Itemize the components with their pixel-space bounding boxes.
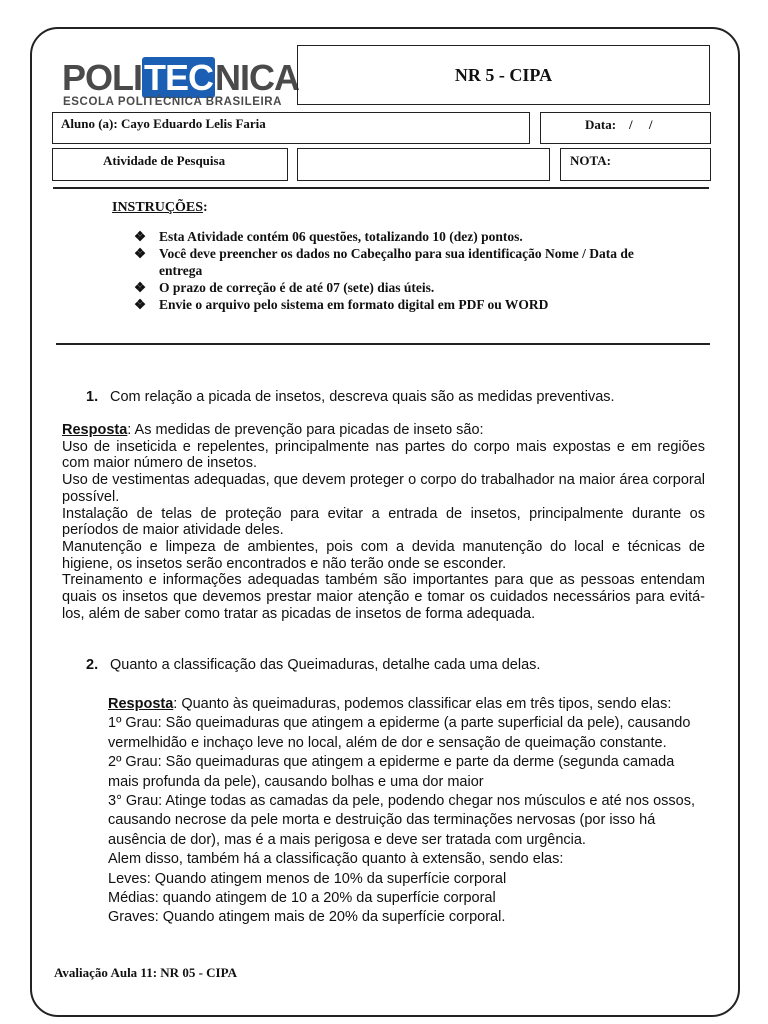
answer-line: 1º Grau: São queimaduras que atingem a epiderme (a parte superficial da pele), causando vermelhidão e inchaço leve no local, além de dor e sensação de queimação constante. <box>108 715 691 751</box>
instructions-divider <box>56 343 710 345</box>
diamond-bullet-icon: ❖ <box>134 246 147 261</box>
question-text: Com relação a picada de insetos, descreva quais são as medidas preventivas. <box>110 389 615 405</box>
header-divider <box>53 187 709 189</box>
instruction-item: ❖ Esta Atividade contém 06 questões, totalizando 10 (dez) pontos. <box>134 229 523 244</box>
diamond-bullet-icon: ❖ <box>134 297 147 312</box>
question-text: Quanto a classificação das Queimaduras, detalhe cada uma delas. <box>110 657 541 673</box>
answer-line: Leves: Quando atingem menos de 10% da superfície corporal <box>108 870 507 887</box>
activity-type-field: Atividade de Pesquisa <box>52 148 288 181</box>
diamond-bullet-icon: ❖ <box>134 229 147 244</box>
instruction-item: ❖ Você deve preencher os dados no Cabeçalho para sua identificação Nome / Data de entrega <box>134 246 634 278</box>
answer-line: Uso de inseticida e repelentes, principalmente nas partes do corpo mais expostas e em regiões com maior número de insetos. <box>62 438 705 472</box>
instructions-title: INSTRUÇÕES: <box>112 200 208 215</box>
student-name-field: Aluno (a): Cayo Eduardo Lelis Faria <box>52 112 530 144</box>
instruction-item: ❖ O prazo de correção é de até 07 (sete) dias úteis. <box>134 280 435 295</box>
blank-field <box>297 148 550 181</box>
answer-line: Alem disso, também há a classificação quanto à extensão, sendo elas: <box>108 851 564 868</box>
answer-line: Instalação de telas de proteção para evitar a entrada de insetos, principalmente durante os períodos de maior atividade deles. <box>62 505 705 539</box>
instructions-list <box>134 228 634 313</box>
answer-line: 3° Grau: Atinge todas as camadas da pele, podendo chegar nos músculos e até nos ossos, causando necrose da pele morta e destruição das terminações nervosas (por isso há ausência de dor), mas é a mais perigosa e deve ser tratada com urgência. <box>108 793 695 848</box>
question-number: 2. <box>86 657 99 673</box>
grade-field: NOTA: <box>560 148 711 181</box>
answer-line: Graves: Quando atingem mais de 20% da superfície corporal. <box>108 909 506 926</box>
page-footer: Avaliação Aula 11: NR 05 - CIPA <box>54 965 237 980</box>
question-number: 1. <box>86 389 99 405</box>
date-field: Data: / / <box>540 112 711 144</box>
school-logo <box>62 57 300 110</box>
answer-line: Uso de vestimentas adequadas, que devem proteger o corpo do trabalhador na maior área corporal possível. <box>62 472 705 505</box>
logo-tagline: ESCOLA POLITÉCNICA BRASILEIRA <box>63 96 283 108</box>
answer-line: Treinamento e informações adequadas também são importantes para que as pessoas entendam quais os insetos que devemos prestar maior atenção e tomar os cuidados necessários para evitá-los, além de saber como tratar as picadas de insetos de forma adequada. <box>62 572 705 622</box>
answer-line: 2º Grau: São queimaduras que atingem a epiderme e parte da derme (segunda camada mais profunda da pele), causando bolhas e uma dor maior <box>108 754 675 790</box>
answer-line: Médias: quando atingem de 10 a 20% da superfície corporal <box>108 890 496 907</box>
answer-2 <box>108 695 708 928</box>
answer-intro: Resposta: Quanto às queimaduras, podemos classificar elas em três tipos, sendo elas: <box>108 696 672 712</box>
answer-1 <box>62 422 705 622</box>
diamond-bullet-icon: ❖ <box>134 280 147 295</box>
answer-intro: Resposta: As medidas de prevenção para picadas de inseto são: <box>62 422 484 438</box>
answer-line: Manutenção e limpeza de ambientes, pois com a devida manutenção do local e técnicas de higiene, os insetos serão encontrados e não terão onde se esconder. <box>62 538 705 572</box>
document-title: NR 5 - CIPA <box>297 45 710 105</box>
instruction-item: ❖ Envie o arquivo pelo sistema em formato digital em PDF ou WORD <box>134 297 549 312</box>
logo-wordmark: POLITECNICA <box>62 57 300 98</box>
